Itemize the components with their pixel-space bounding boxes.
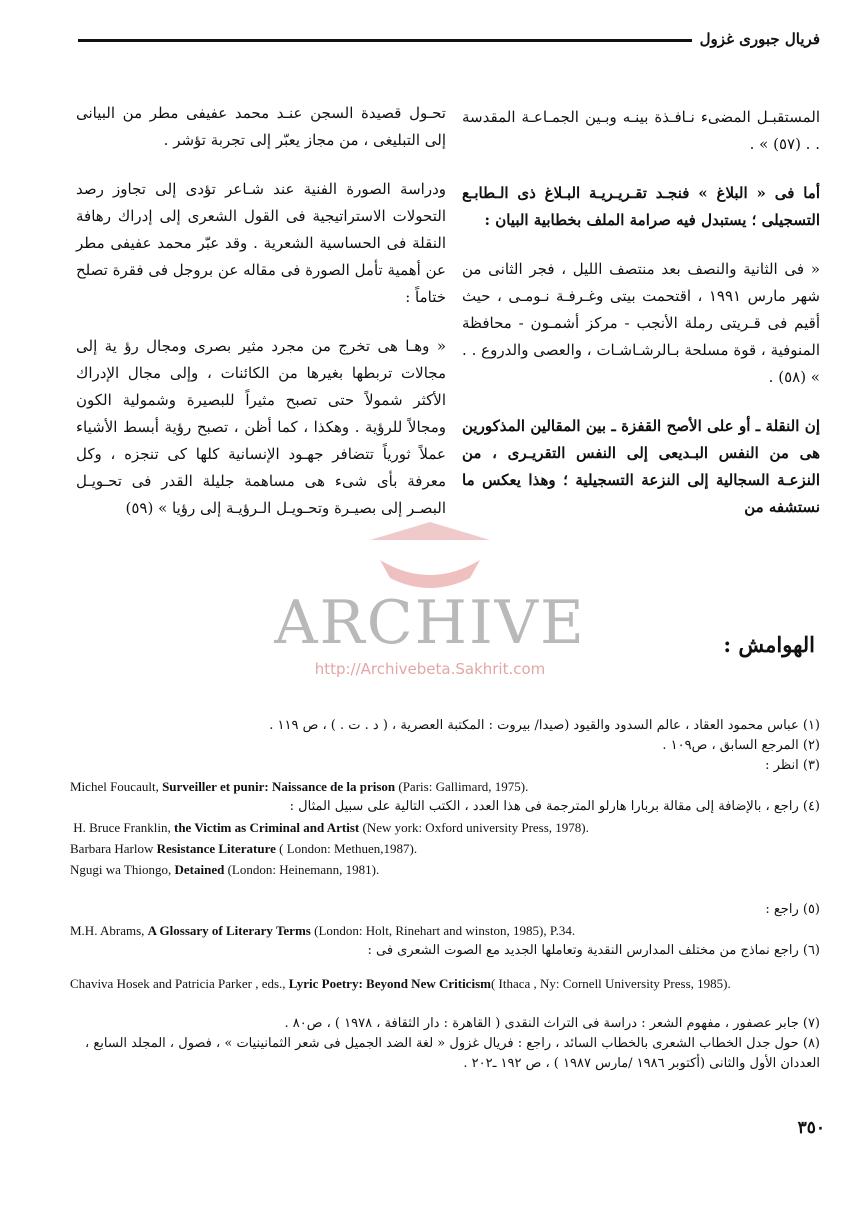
paragraph: ودراسة الصورة الفنية عند شـاعر تؤدى إلى تجاوز رصد التحولات الاستراتيجية فى القول الشعرى إلى إدراك رهافة النقلة فى الحساسية الشعرية . وقد عبّر محمد عفيفى مطر عن أهمية تأمل الصورة فى مقاله عن بروجل فى فقرة تصلح ختاماً :: [76, 180, 446, 306]
footnote-reference: Barbara Harlow Resistance Literature ( London: Methuen,1987).: [70, 841, 418, 856]
paragraph: تحـول قصيدة السجن عنـد محمد عفيفى مطر من البيانى إلى التبليغى ، من مجاز يعبّر إلى تجربة تؤشر .: [76, 104, 446, 149]
archive-watermark: [270, 520, 590, 700]
header-rule: [78, 39, 700, 42]
watermark-text: ARCHIVE: [274, 588, 586, 658]
running-header: [78, 30, 820, 52]
paragraph: إن النقلة ـ أو على الأصح القفزة ـ بين المقالين المذكورين هى من النفس البـديعى إلى النفس التقريـرى ، من النزعـة السجالية إلى النزعة التسجيلية ؛ وهذا يعكس ما نستشفه من: [462, 417, 820, 516]
footnote: (١) عباس محمود العقاد ، عالم السدود والقيود (صيدا/ بيروت : المكتبة العصرية ، ( د . ت . ) ، ص ١١٩ .: [269, 718, 820, 733]
footnote: (٧) جابر عصفور ، مفهوم الشعر : دراسة فى التراث النقدى ( القاهرة : دار الثقافة ، ١٩٧٨ ) ، ص٨٠ .: [284, 1016, 820, 1031]
footnote: (٤) راجع ، بالإضافة إلى مقالة بربارا هارلو المترجمة فى هذا العدد ، الكتب التالية على سبيل المثال :: [289, 799, 820, 814]
quote-paragraph: « فى الثانية والنصف بعد منتصف الليل ، فجر الثانى من شهر مارس ١٩٩١ ، اقتحمت بيتى وغـرفـة نـومـى ، حيث أقيم فى قـريتى رملة الأنجب - مركز أشمـون - محافظة المنوفية ، قوة مسلحة بـالرشـاشـات ، والعصى والدروع . . » (٥٨) .: [462, 260, 820, 386]
footnote-reference: Ngugi wa Thiongo, Detained (London: Heinemann, 1981).: [70, 862, 380, 877]
footnote: (٥) راجع :: [765, 902, 820, 917]
left-column: [76, 100, 446, 544]
footnote: (٦) راجع نماذج من مختلف المدارس النقدية وتعاملها الجديد مع الصوت الشعرى فى :: [367, 943, 820, 958]
page-number: ٣٥٠: [797, 1118, 825, 1138]
footnotes-heading: الهوامش :: [723, 632, 815, 657]
quote-paragraph: « وهـا هى تخرج من مجرد مثير بصرى ومجال رؤ ية إلى مجالات تربطها بغيرها من الكائنات ، وإلى مجال الإدراك الأكثر شمولاً حتى تصبح مثيراً للبصيرة وشمولية الكون ومجالاً للرؤية . وهكذا ، كما أظن ، تصبح رؤية أبسط الأشياء عملاً ثورياً تتضافر جهـود الإنسانية كلها كى تنجزه ، وكل معرفة بأى شىء هى مساهمة جليلة القدر فى تحـويـل البصـر إلى بصيـرة وتحـويـل الـرؤيـة إلى رؤيا » (٥٩): [76, 337, 446, 517]
footnote: (٣) انظر :: [765, 758, 820, 773]
footnote-reference: Michel Foucault, Surveiller et punir: Naissance de la prison (Paris: Gallimard, 1975).: [70, 779, 529, 794]
paragraph: أما فى « البلاغ » فنجـد تقـريـريـة البـلاغ ذى الـطابـع التسجيلى ؛ يستبدل فيه صرامة الملف بخطابية البيان :: [462, 184, 820, 229]
watermark-url: http://Archivebeta.Sakhrit.com: [314, 660, 546, 678]
footnote-reference: M.H. Abrams, A Glossary of Literary Terms (London: Holt, Rinehart and winston, 1985), P.34.: [70, 923, 576, 938]
paragraph: المستقبـل المضىء نـافـذة بينـه وبـين الجمـاعـة المقدسة . . (٥٧) » .: [462, 108, 820, 153]
footnote-reference: Chaviva Hosek and Patricia Parker , eds., Lyric Poetry: Beyond New Criticism( Ithaca , Ny: Cornell University Press, 1985).: [70, 976, 731, 991]
right-column: [462, 104, 820, 543]
author-name: فريال جبورى غزول: [692, 30, 820, 48]
footnote-reference: H. Bruce Franklin, the Victim as Criminal and Artist (New york: Oxford university Press, 1978).: [73, 820, 589, 835]
footnote: (٢) المرجع السابق ، ص١٠٩ .: [662, 738, 820, 753]
footnotes: [70, 716, 820, 1074]
footnote: (٨) حول جدل الخطاب الشعرى بالخطاب السائد ، راجع : فريال غزول « لغة الضد الجميل فى شعر الثمانينيات » ، فصول ، المجلد السابع ، العددان الأول والثانى (أكتوبر ١٩٨٦ /مارس ١٩٨٧ ) ، ص ١٩٢ ـ٢٠٢ .: [85, 1036, 820, 1071]
